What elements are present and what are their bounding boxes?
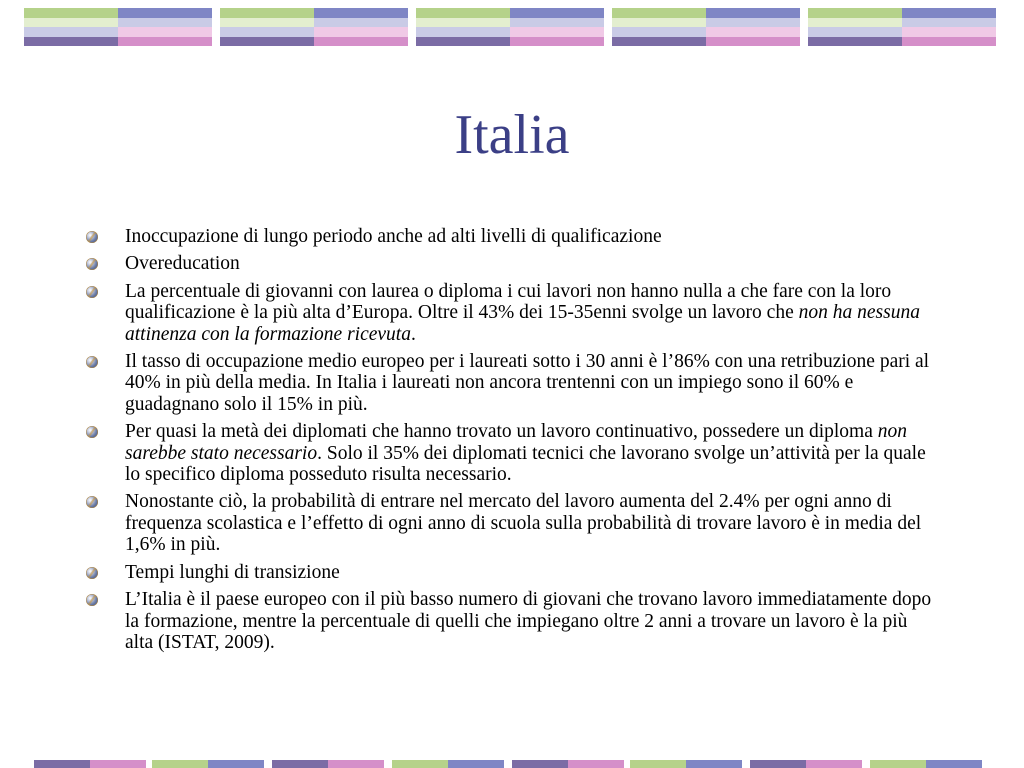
slide-title: Italia	[454, 104, 570, 166]
bottom-decorative-segment	[208, 760, 264, 768]
bullet-text: Nonostante ciò, la probabilità di entrare nel mercato del lavoro aumenta del 2.4% per ogni anno di frequenza scolastica e l’effetto di ogni anno di scuola sulla probabilità di trovare lavoro è in media del 1,6% in più.	[125, 491, 922, 556]
bottom-decorative-segment	[926, 760, 982, 768]
bullet-text-pre: Per quasi la metà dei diplomati che hanno trovato un lavoro continuativo, possedere un diploma	[125, 421, 878, 443]
sphere-bullet-icon	[86, 426, 98, 438]
bullet-text	[125, 281, 920, 345]
bullet-text: Overeducation	[125, 253, 240, 275]
sphere-bullet-icon	[86, 286, 98, 298]
top-decorative-block	[24, 8, 212, 46]
bottom-decorative-segment	[568, 760, 624, 768]
bottom-decorative-segment	[630, 760, 686, 768]
bullet-item	[86, 351, 934, 416]
bottom-decorative-segment	[512, 760, 568, 768]
bullet-text-post: . Solo il 35% dei diplomati tecnici che lavorano svolge un’attività per la quale lo specifico diploma posseduto risulta necessario.	[125, 442, 926, 486]
bullet-text: L’Italia è il paese europeo con il più basso numero di giovani che trovano lavoro immediatamente dopo la formazione, mentre la percentuale di quelli che impiegano oltre 2 anni a trovare un lavoro è la più alta (ISTAT, 2009).	[125, 589, 932, 654]
bottom-decorative-segment	[686, 760, 742, 768]
bullet-text: Il tasso di occupazione medio europeo per i laureati sotto i 30 anni è l’86% con una retribuzione pari al 40% in più della media. In Italia i laureati non ancora trentenni con un impiego sono il 60% e guadagnano solo il 15% in più.	[125, 350, 930, 415]
bottom-decorative-segment	[152, 760, 208, 768]
bullet-text-italic: non ha nessuna attinenza con la formazione ricevuta	[125, 302, 920, 345]
bottom-decorative-segment	[750, 760, 806, 768]
bullet-item	[86, 281, 934, 346]
bottom-decorative-segment	[34, 760, 90, 768]
bottom-decorative-segment	[392, 760, 448, 768]
bullet-item	[86, 589, 934, 654]
bottom-decorative-segment	[870, 760, 926, 768]
sphere-bullet-icon	[86, 258, 98, 270]
top-decorative-block	[416, 8, 604, 46]
sphere-bullet-icon	[86, 496, 98, 508]
top-decorative-band	[0, 8, 1024, 48]
sphere-bullet-icon	[86, 356, 98, 368]
bottom-decorative-segment	[272, 760, 328, 768]
top-decorative-block	[220, 8, 408, 46]
bullet-list	[86, 226, 934, 659]
bottom-decorative-segment	[448, 760, 504, 768]
bullet-item	[86, 226, 934, 248]
top-decorative-block	[808, 8, 996, 46]
bullet-text-pre: La percentuale di giovanni con laurea o diploma i cui lavori non hanno nulla a che fare con la loro qualificazione è la più alta d’Europa. Oltre il 43% dei 15-35enni svolge un lavoro che	[125, 280, 892, 324]
bullet-text-italic: non sarebbe stato necessario	[125, 421, 907, 464]
bullet-text: Inoccupazione di lungo periodo anche ad alti livelli di qualificazione	[125, 226, 662, 247]
sphere-bullet-icon	[86, 231, 98, 243]
bullet-text-post: .	[410, 323, 416, 345]
sphere-bullet-icon	[86, 567, 98, 579]
bullet-text	[125, 421, 926, 485]
top-decorative-block	[612, 8, 800, 46]
bullet-item	[86, 253, 934, 275]
bottom-decorative-segment	[328, 760, 384, 768]
bullet-text: Tempi lunghi di transizione	[125, 561, 340, 583]
bottom-decorative-segment	[90, 760, 146, 768]
bullet-item	[86, 491, 934, 556]
bottom-decorative-band	[0, 760, 1024, 768]
bullet-item	[86, 562, 934, 584]
bullet-item	[86, 421, 934, 486]
bottom-decorative-segment	[806, 760, 862, 768]
sphere-bullet-icon	[86, 594, 98, 606]
